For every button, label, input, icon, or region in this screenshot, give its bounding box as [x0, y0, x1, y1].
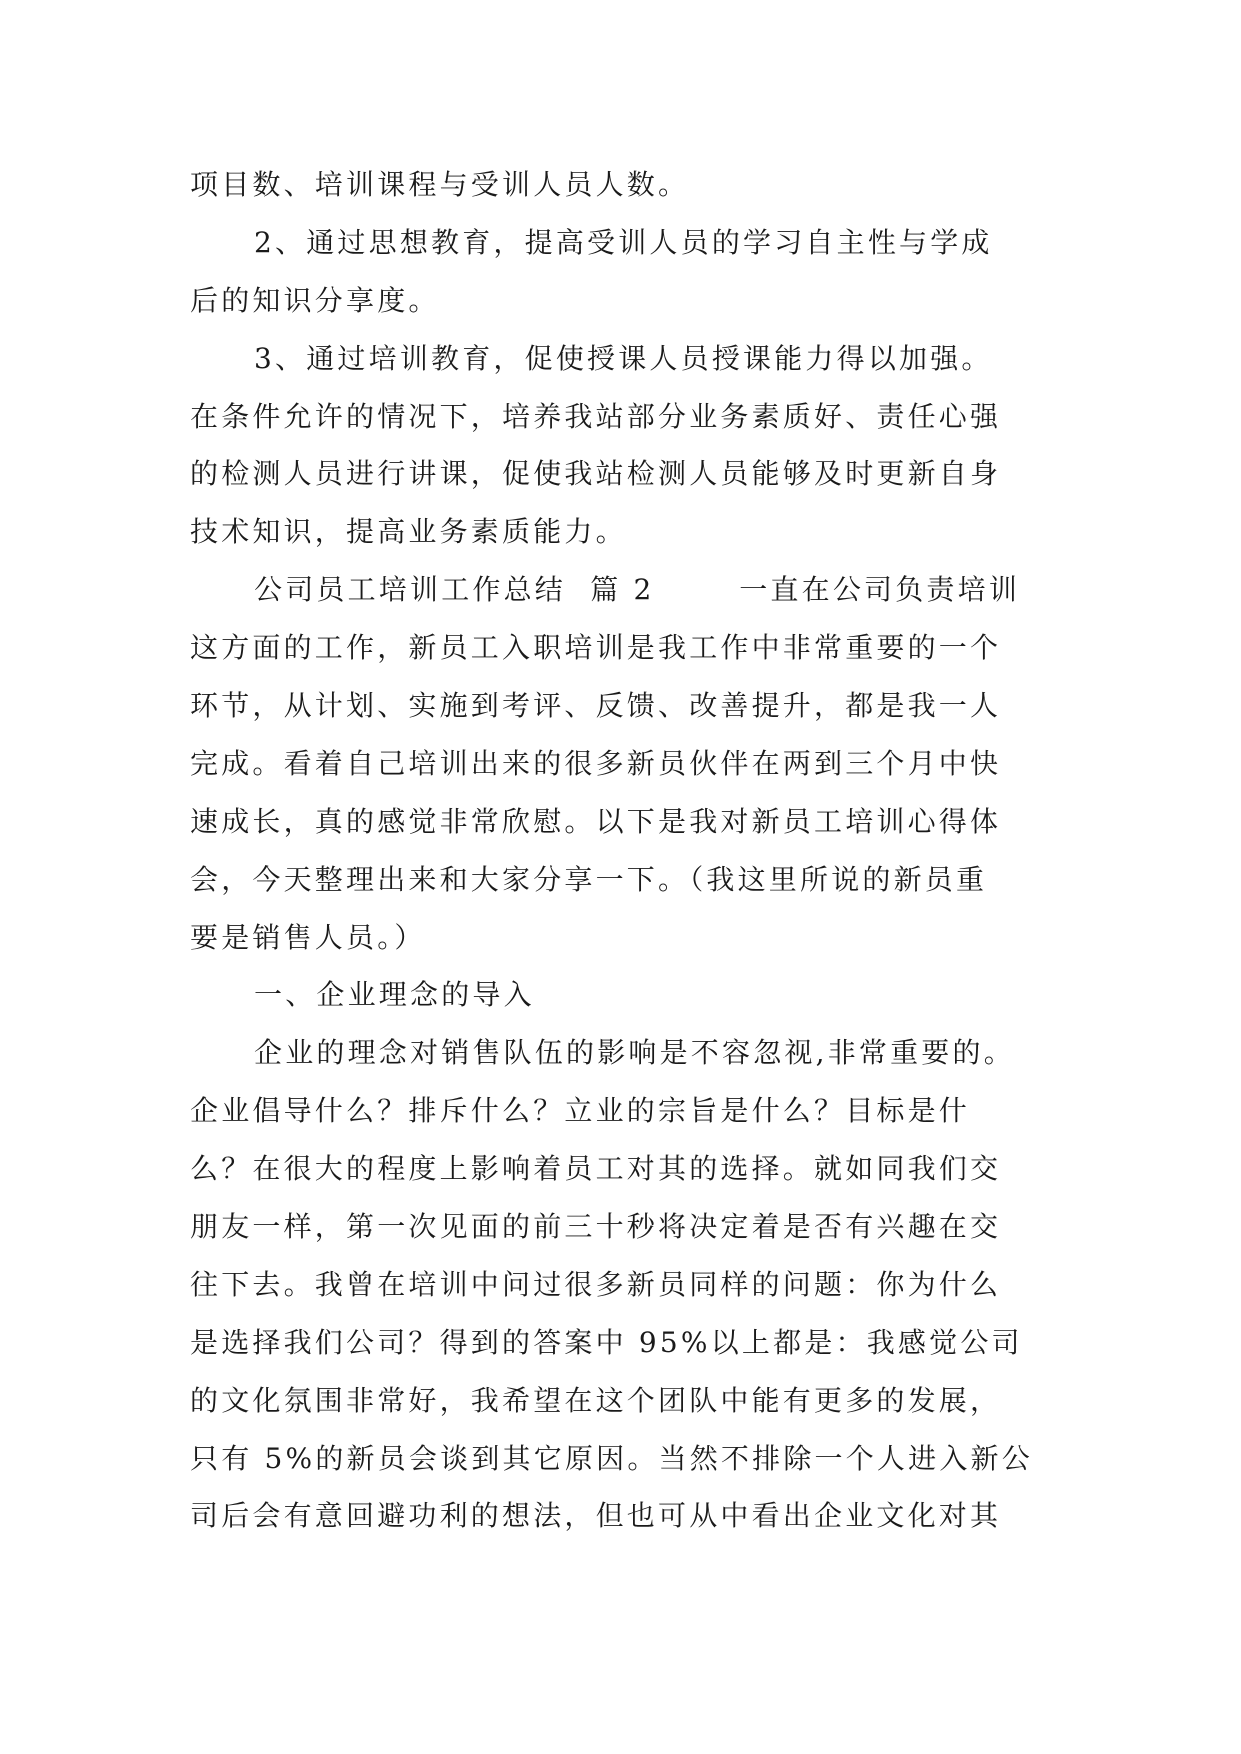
text-line: 往下去。我曾在培训中问过很多新员同样的问题：你为什么	[190, 1267, 1002, 1301]
text-line: 司后会有意回避功利的想法，但也可从中看出企业文化对其	[190, 1499, 1002, 1533]
text-line: 企业倡导什么？排斥什么？立业的宗旨是什么？目标是什	[190, 1094, 971, 1128]
text-line: 只有 5%的新员会谈到其它原因。当然不排除一个人进入新公	[190, 1441, 1033, 1475]
section-heading-line: 公司员工培训工作总结 篇 2 一直在公司负责培训	[254, 573, 1021, 607]
text-line: 项目数、培训课程与受训人员人数。	[190, 168, 690, 201]
text-line: 后的知识分享度。	[190, 283, 440, 317]
text-line: 会，今天整理出来和大家分享一下。（我这里所说的新员重	[190, 862, 988, 896]
document-body	[190, 156, 1050, 1545]
text-line: 要是销售人员。）	[190, 920, 426, 954]
text-line: 这方面的工作，新员工入职培训是我工作中非常重要的一个	[190, 631, 1002, 665]
text-line: 企业的理念对销售队伍的影响是不容忽视,非常重要的。	[254, 1036, 1015, 1070]
text-line: 技术知识，提高业务素质能力。	[190, 515, 627, 549]
text-line: 么？在很大的程度上影响着员工对其的选择。就如同我们交	[190, 1152, 1002, 1186]
text-line: 是选择我们公司？得到的答案中 95%以上都是：我感觉公司	[190, 1325, 1023, 1359]
text-line: 的文化氛围非常好，我希望在这个团队中能有更多的发展，	[190, 1383, 1002, 1417]
text-line: 3、通过培训教育，促使授课人员授课能力得以加强。	[254, 341, 993, 375]
text-line: 的检测人员进行讲课，促使我站检测人员能够及时更新自身	[190, 457, 1002, 491]
text-line: 在条件允许的情况下，培养我站部分业务素质好、责任心强	[190, 399, 1002, 433]
text-line: 2、通过思想教育，提高受训人员的学习自主性与学成	[254, 225, 993, 259]
text-line: 环节，从计划、实施到考评、反馈、改善提升，都是我一人	[190, 689, 1002, 723]
subheading-line: 一、企业理念的导入	[254, 978, 535, 1012]
text-line: 朋友一样，第一次见面的前三十秒将决定着是否有兴趣在交	[190, 1210, 1002, 1244]
text-line: 完成。看着自己培训出来的很多新员伙伴在两到三个月中快	[190, 746, 1002, 780]
text-line: 速成长，真的感觉非常欣慰。以下是我对新员工培训心得体	[190, 804, 1002, 838]
